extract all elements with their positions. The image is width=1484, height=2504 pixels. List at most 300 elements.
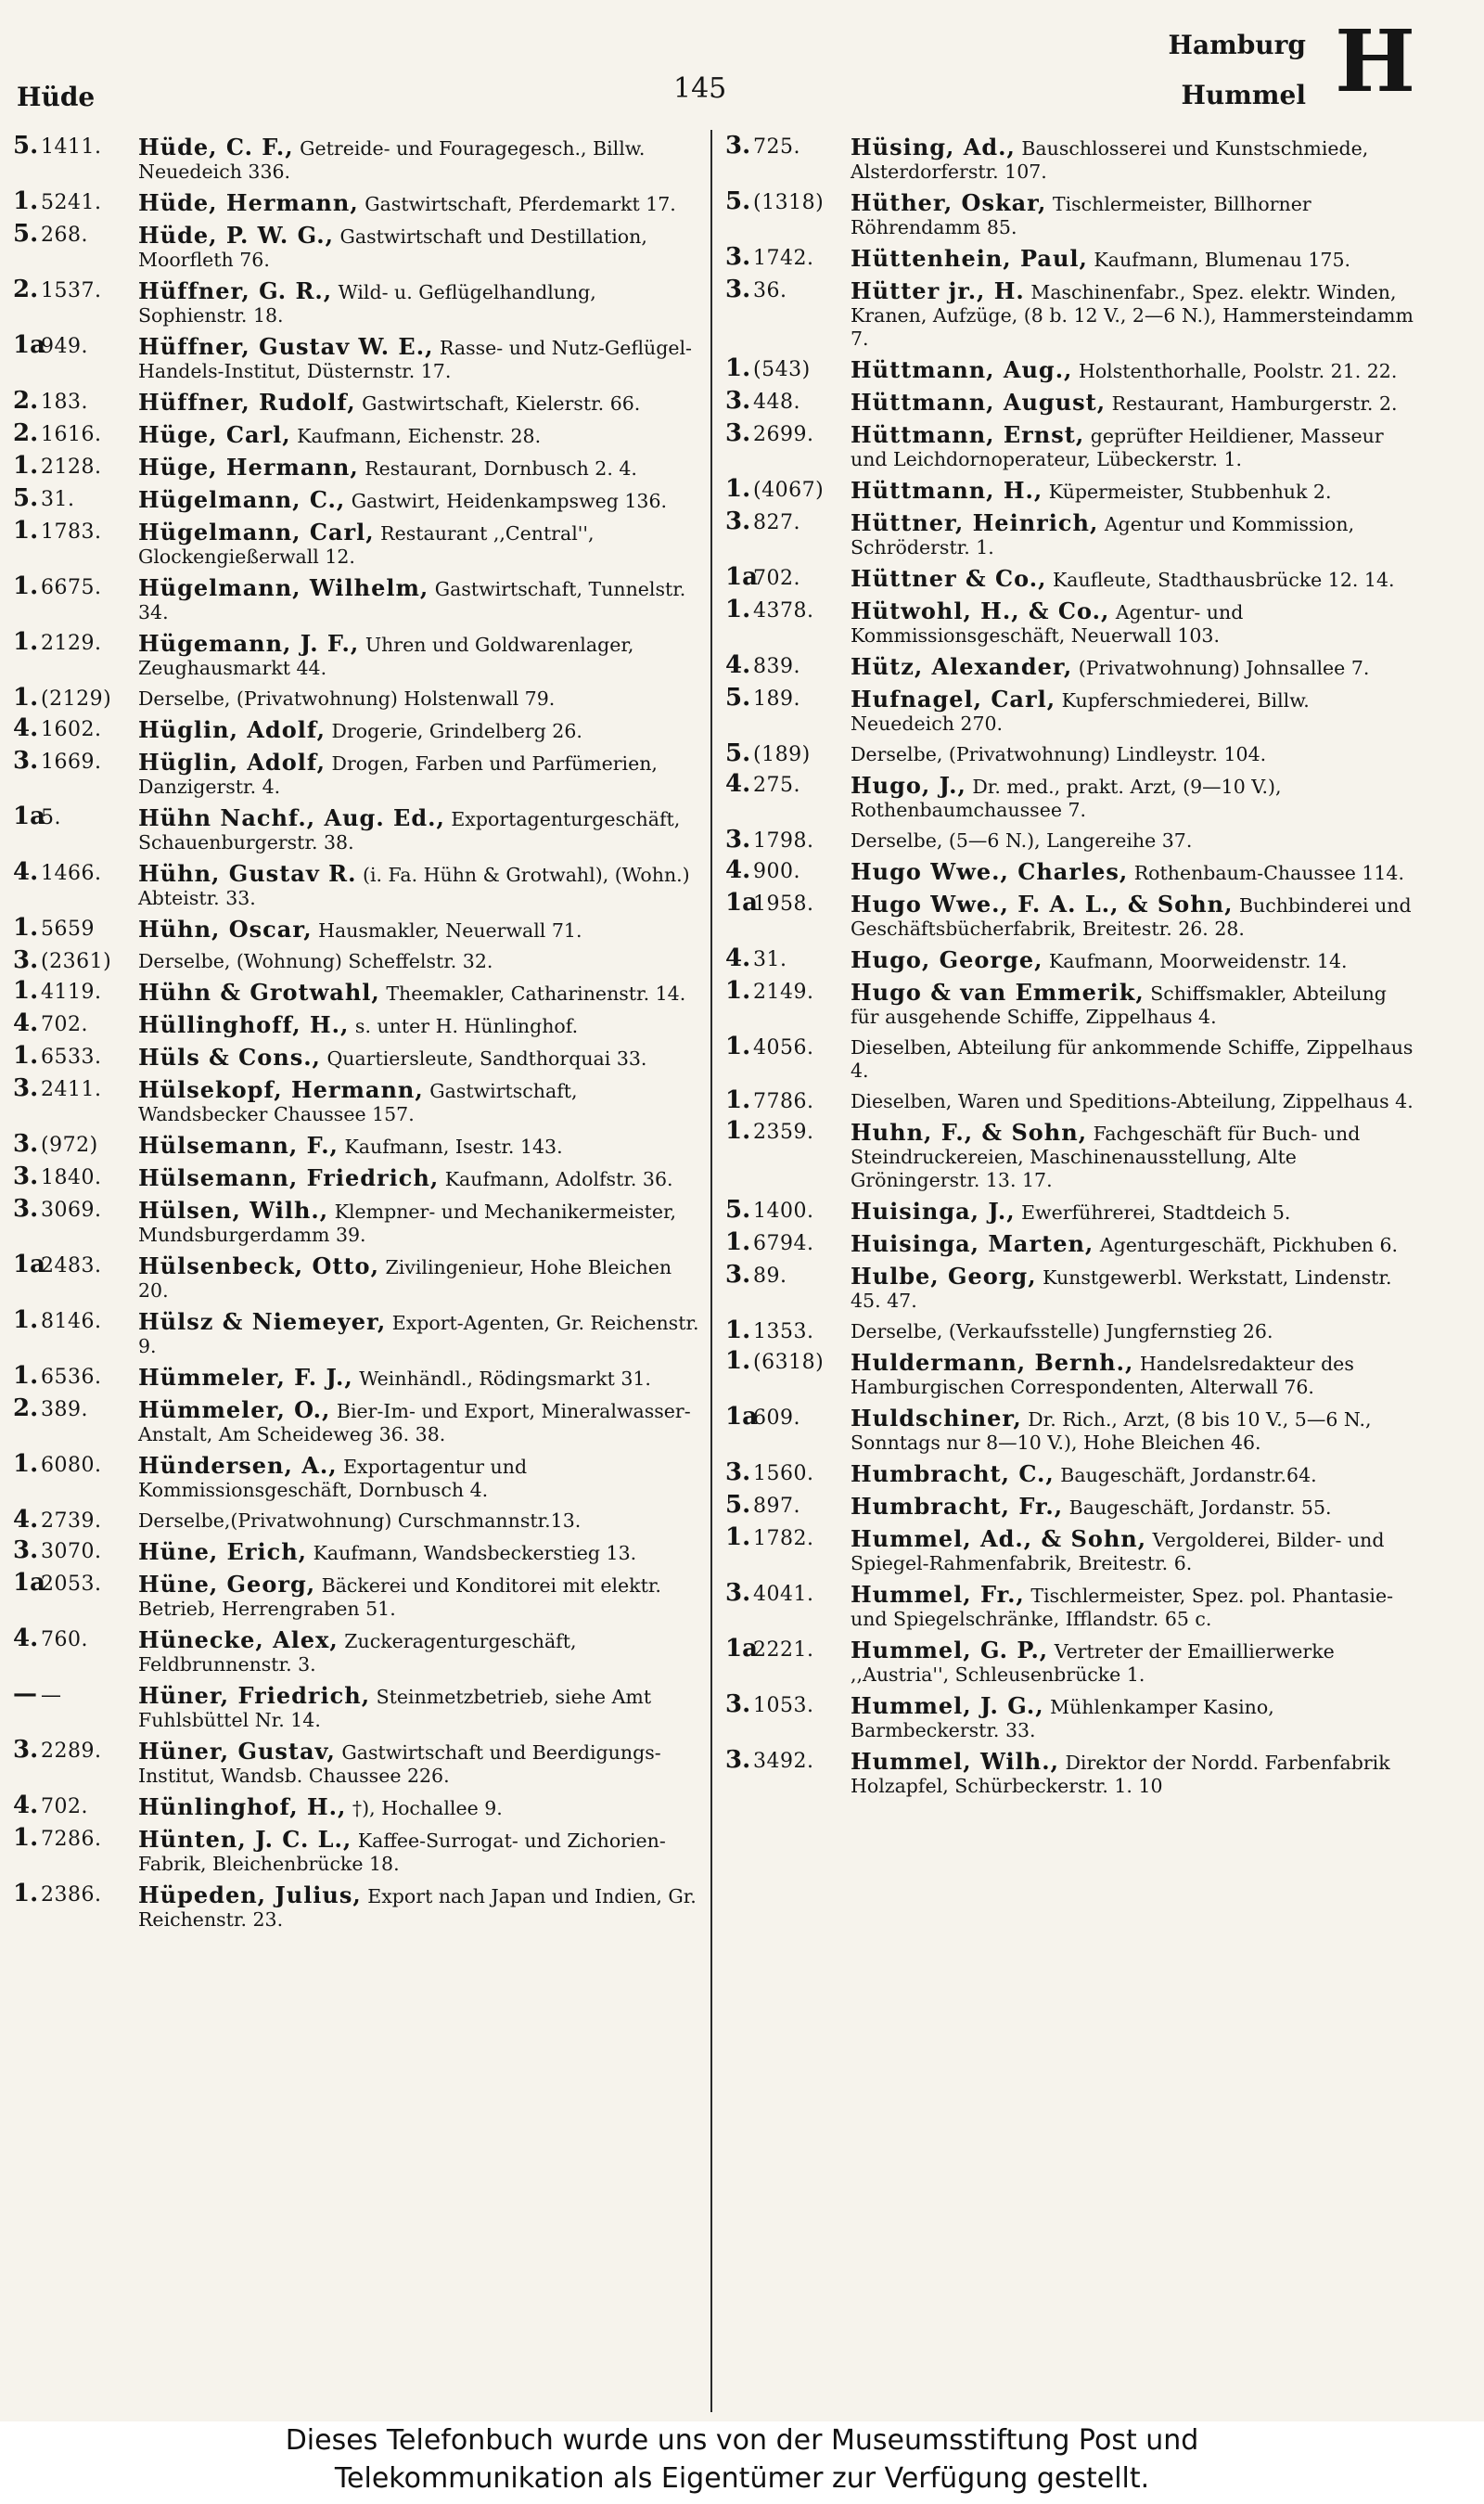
phone-code (13, 517, 138, 545)
phone-code (13, 1306, 138, 1334)
entry-description: Restaurant, Hamburgerstr. 2. (1111, 392, 1398, 415)
entry-name: Hüne, Erich, (138, 1538, 308, 1565)
phone-code (725, 243, 851, 271)
entry-name: Hünecke, Alex, (138, 1626, 339, 1653)
entry-name: Hüllinghoff, H., (138, 1011, 350, 1038)
exchange-zone: 1. (13, 1362, 39, 1390)
entry-description: Gastwirtschaft, Pferdemarkt 17. (365, 193, 676, 215)
exchange-zone: 1. (13, 452, 39, 480)
header-first-entry: Hüde (17, 82, 96, 112)
phone-code (13, 484, 138, 512)
phone-number: 1602. (41, 718, 102, 741)
phone-number: 1798. (753, 829, 814, 853)
directory-entry (725, 739, 1419, 767)
phone-code (13, 946, 138, 974)
phone-code (13, 858, 138, 886)
footer-notice (0, 2421, 1484, 2504)
exchange-zone: 3. (13, 747, 39, 775)
directory-entry (13, 1251, 707, 1303)
directory-entry (13, 452, 707, 481)
directory-entry (13, 1394, 707, 1446)
phone-number: 702. (41, 1795, 88, 1818)
phone-code (725, 828, 851, 853)
exchange-zone: 4. (13, 1624, 39, 1652)
phone-code (725, 1403, 851, 1431)
phone-number: 5. (41, 806, 61, 829)
phone-code (725, 977, 851, 1005)
entry-description: Derselbe, (Privatwohnung) Holstenwall 79. (138, 687, 556, 710)
phone-number: 89. (753, 1265, 787, 1288)
entry-name: Hugo, J., (851, 772, 966, 799)
phone-code (13, 1536, 138, 1564)
exchange-zone: 4. (13, 1791, 39, 1819)
phone-code (13, 1450, 138, 1478)
phone-code (13, 187, 138, 215)
phone-number: 3070. (41, 1540, 102, 1563)
phone-code (725, 1746, 851, 1774)
exchange-zone: 4. (13, 1009, 39, 1037)
directory-entry (725, 1347, 1419, 1399)
entry-name: Hüttmann, August, (851, 389, 1107, 416)
directory-entry (13, 1880, 707, 1932)
phone-number: 189. (753, 687, 800, 711)
exchange-zone: 3. (725, 1690, 751, 1718)
entry-description: Export-Agenten, Gr. Reichenstr. 9. (138, 1312, 699, 1357)
phone-code (725, 1690, 851, 1718)
phone-number: 1560. (753, 1462, 814, 1485)
phone-code (725, 1228, 851, 1256)
exchange-zone: 3. (13, 1536, 39, 1564)
phone-number: 448. (753, 391, 800, 414)
phone-number: 36. (753, 279, 787, 302)
phone-code (13, 1791, 138, 1819)
phone-code (725, 1491, 851, 1519)
phone-number: 6794. (753, 1232, 814, 1255)
phone-code (13, 1162, 138, 1190)
exchange-zone: 1. (725, 977, 751, 1005)
directory-entry (725, 1458, 1419, 1487)
exchange-zone: 4. (13, 858, 39, 886)
entry-description: Derselbe, (5—6 N.), Langereihe 37. (851, 829, 1193, 852)
phone-number: 5659 (41, 918, 95, 941)
entry-description: Gastwirtschaft und Beerdigungs-Institut, Wandsb. Chaussee 226. (138, 1741, 661, 1787)
phone-code (725, 1579, 851, 1607)
entry-description: s. unter H. Hünlinghof. (354, 1015, 579, 1037)
entry-description: Derselbe, (Privatwohnung) Lindleystr. 104. (851, 743, 1267, 765)
phone-number: 1783. (41, 520, 102, 544)
phone-code (13, 278, 138, 302)
header-city: Hamburg (1168, 30, 1306, 60)
entry-name: Hülsekopf, Hermann, (138, 1076, 424, 1103)
directory-entry (13, 1450, 707, 1502)
directory-entry (725, 354, 1419, 383)
exchange-zone: 2. (13, 276, 39, 303)
entry-name: Hütwohl, H., & Co., (851, 597, 1110, 624)
column-divider (710, 130, 712, 2412)
phone-number: 2129. (41, 632, 102, 655)
entry-description: Export nach Japan und Indien, Gr. Reichenstr. 23. (138, 1885, 697, 1931)
entry-description: Uhren und Goldwarenlager, Zeughausmarkt 44. (138, 634, 634, 679)
directory-entry (725, 1033, 1419, 1083)
exchange-zone: 1. (725, 1316, 751, 1344)
directory-entry (13, 714, 707, 743)
directory-entry (13, 1569, 707, 1621)
directory-entry (725, 1228, 1419, 1257)
directory-entry (725, 1579, 1419, 1631)
right-column (725, 132, 1419, 1805)
phone-code (13, 977, 138, 1005)
exchange-zone: 1. (725, 1117, 751, 1145)
exchange-zone: 5. (13, 220, 39, 248)
exchange-zone: 1. (725, 475, 751, 503)
exchange-zone: 3. (725, 1746, 751, 1774)
directory-entry (13, 977, 707, 1006)
entry-description: Rothenbaum-Chaussee 114. (1133, 862, 1404, 884)
entry-name: Hümmeler, F. J., (138, 1364, 353, 1391)
entry-name: Hüglin, Adolf, (138, 749, 326, 776)
directory-entry (13, 387, 707, 416)
phone-number: 2053. (41, 1573, 102, 1596)
entry-description: Direktor der Nordd. Farbenfabrik Holzapfel, Schürbeckerstr. 1. 10 (851, 1752, 1390, 1797)
phone-number: 4378. (753, 599, 814, 623)
directory-entry (13, 628, 707, 680)
phone-code (13, 419, 138, 447)
phone-number: 609. (753, 1406, 800, 1430)
entry-description: Kaufmann, Isestr. 143. (344, 1136, 563, 1158)
exchange-zone: 1a (725, 563, 758, 591)
entry-name: Hühn, Gustav R. (138, 860, 357, 887)
entry-name: Hufnagel, Carl, (851, 686, 1056, 713)
entry-name: Hugo Wwe., Charles, (851, 858, 1129, 885)
entry-description: Fachgeschäft für Buch- und Steindruckereien, Maschinenausstellung, Alte Gröningerstr. 13. 17. (851, 1123, 1361, 1191)
entry-name: Hüttmann, Ernst, (851, 421, 1085, 448)
phone-number: 7286. (41, 1828, 102, 1851)
phone-number: 1053. (753, 1694, 814, 1717)
phone-number: 31. (753, 948, 787, 971)
phone-code (13, 714, 138, 742)
exchange-zone: 3. (725, 419, 751, 447)
directory-entry (13, 1362, 707, 1391)
exchange-zone: 2. (13, 387, 39, 415)
entry-description: Mühlenkamper Kasino, Barmbeckerstr. 33. (851, 1696, 1274, 1741)
exchange-zone: 2. (13, 1394, 39, 1422)
phone-number: 1669. (41, 751, 102, 774)
directory-entry (13, 1736, 707, 1788)
phone-code (13, 1680, 138, 1708)
directory-entry (13, 1680, 707, 1732)
phone-number: 2386. (41, 1883, 102, 1907)
phone-number: (4067) (753, 479, 825, 502)
entry-name: Hügelmann, C., (138, 486, 346, 513)
phone-code (13, 628, 138, 656)
phone-number: 2149. (753, 981, 814, 1004)
phone-code (725, 1035, 851, 1059)
phone-number: 2359. (753, 1121, 814, 1144)
phone-code (13, 747, 138, 775)
entry-name: Hüther, Oskar, (851, 189, 1047, 216)
directory-entry (725, 1261, 1419, 1313)
phone-number: (1318) (753, 191, 825, 214)
entry-description: Dieselben, Abteilung für ankommende Schiffe, Zippelhaus 4. (851, 1036, 1414, 1082)
phone-code (13, 1195, 138, 1223)
directory-entry (725, 1523, 1419, 1575)
directory-entry (725, 770, 1419, 822)
exchange-zone: 3. (725, 132, 751, 160)
exchange-zone: 3. (13, 1162, 39, 1190)
entry-description: Steinmetzbetrieb, siehe Amt Fuhlsbüttel Nr. 14. (138, 1686, 652, 1731)
entry-description: Dr. med., prakt. Arzt, (9—10 V.), Rothenbaumchaussee 7. (851, 776, 1282, 821)
entry-description: Derselbe, (Verkaufsstelle) Jungfernstieg 26. (851, 1320, 1273, 1342)
phone-number: 6675. (41, 576, 102, 599)
exchange-zone: 1. (13, 1824, 39, 1852)
entry-description: Restaurant, Dornbusch 2. 4. (365, 457, 637, 480)
entry-description: Getreide- und Fouragegesch., Billw. Neuedeich 336. (138, 137, 646, 183)
directory-entry (725, 684, 1419, 736)
entry-description: Maschinenfabr., Spez. elektr. Winden, Kranen, Aufzüge, (8 b. 12 V., 2—6 N.), Hammersteindamm 7. (851, 281, 1414, 350)
exchange-zone: 3. (13, 1074, 39, 1102)
exchange-zone: 1a (13, 331, 45, 359)
exchange-zone: 3. (725, 1261, 751, 1289)
phone-code (13, 1882, 138, 1907)
phone-code (13, 1130, 138, 1158)
directory-entry (725, 475, 1419, 504)
exchange-zone: 1. (13, 572, 39, 600)
phone-code (13, 220, 138, 248)
directory-entry (13, 1536, 707, 1565)
entry-name: Hühn, Oscar, (138, 916, 313, 943)
directory-entry (13, 276, 707, 327)
phone-number: 760. (41, 1628, 88, 1651)
exchange-zone: 3. (725, 1458, 751, 1486)
entry-description: Handelsredakteur des Hamburgischen Correspondenten, Alterwall 76. (851, 1353, 1354, 1398)
directory-entry (13, 1195, 707, 1247)
directory-entry (725, 419, 1419, 471)
phone-number: 4056. (753, 1036, 814, 1059)
directory-entry (13, 132, 707, 184)
entry-name: Hümmeler, O., (138, 1396, 331, 1423)
phone-number: 3069. (41, 1199, 102, 1222)
entry-description: Agentur und Kommission, Schröderstr. 1. (851, 513, 1355, 559)
directory-entry (13, 1824, 707, 1876)
directory-entry (13, 220, 707, 272)
entry-description: (i. Fa. Hühn & Grotwahl), (Wohn.) Abteistr. 33. (138, 864, 690, 909)
phone-code (13, 572, 138, 600)
entry-description: Vertreter der Emaillierwerke ,,Austria'', Schleusenbrücke 1. (851, 1640, 1335, 1686)
directory-entry (725, 387, 1419, 416)
entry-name: Hühn Nachf., Aug. Ed., (138, 804, 445, 831)
phone-code (13, 805, 138, 829)
directory-entry (13, 1074, 707, 1126)
phone-number: 900. (753, 860, 800, 883)
exchange-zone: 1. (13, 1880, 39, 1907)
exchange-zone: 3. (725, 387, 751, 415)
directory-entry (13, 1506, 707, 1534)
phone-code (725, 354, 851, 382)
directory-entry (13, 1306, 707, 1358)
entry-name: Hummel, Wilh., (851, 1748, 1059, 1775)
phone-number: 3492. (753, 1750, 814, 1773)
phone-number: 702. (753, 567, 800, 590)
entry-name: Hüffner, Gustav W. E., (138, 333, 434, 360)
exchange-zone: 5. (725, 684, 751, 712)
entry-description: Drogen, Farben und Parfümerien, Danzigerstr. 4. (138, 752, 658, 798)
phone-number: 8146. (41, 1310, 102, 1333)
exchange-zone: 3. (725, 1579, 751, 1607)
entry-description: Dr. Rich., Arzt, (8 bis 10 V., 5—6 N., Sonntags nur 8—10 V.), Hohe Bleichen 46. (851, 1408, 1372, 1454)
entry-name: Hütter jr., H. (851, 277, 1025, 304)
entry-description: Schiffsmakler, Abteilung für ausgehende Schiffe, Zippelhaus 4. (851, 982, 1387, 1028)
phone-number: 7786. (753, 1090, 814, 1113)
entry-description: Exportagentur und Kommissionsgeschäft, Dornbusch 4. (138, 1456, 528, 1501)
directory-entry (13, 747, 707, 799)
entry-name: Hugo & van Emmerik, (851, 979, 1145, 1006)
entry-description: Gastwirtschaft, Kielerstr. 66. (362, 392, 641, 415)
exchange-zone: 1. (725, 1523, 751, 1551)
phone-number: 268. (41, 224, 88, 247)
entry-description: Buchbinderei und Geschäftsbücherfabrik, Breitestr. 26. 28. (851, 894, 1412, 940)
entry-name: Hüttmann, H., (851, 477, 1043, 504)
phone-code (13, 1394, 138, 1422)
entry-name: Hüsing, Ad., (851, 134, 1016, 161)
phone-number: 1840. (41, 1166, 102, 1189)
phone-number: 5241. (41, 191, 102, 214)
entry-description: Bier-Im- und Export, Mineralwasser-Anstalt, Am Scheideweg 36. 38. (138, 1400, 691, 1445)
entry-name: Hülsenbeck, Otto, (138, 1252, 379, 1279)
entry-name: Huldschiner, (851, 1405, 1022, 1432)
entry-name: Hülsen, Wilh., (138, 1197, 329, 1224)
entry-description: Gastwirt, Heidenkampsweg 136. (351, 490, 668, 512)
directory-entry (13, 187, 707, 216)
entry-name: Hugo, George, (851, 946, 1043, 973)
directory-entry (13, 1791, 707, 1820)
directory-entry (725, 507, 1419, 559)
phone-number: 949. (41, 335, 88, 358)
entry-name: Huisinga, Marten, (851, 1230, 1094, 1257)
entry-description: Gastwirtschaft, Wandsbecker Chaussee 157. (138, 1080, 578, 1125)
phone-code (725, 889, 851, 917)
entry-description: Dieselben, Waren und Speditions-Abteilung, Zippelhaus 4. (851, 1090, 1414, 1112)
exchange-zone: 1a (13, 1251, 45, 1278)
entry-name: Humbracht, C., (851, 1460, 1055, 1487)
phone-code (725, 1086, 851, 1114)
directory-entry (725, 889, 1419, 941)
exchange-zone: 1. (13, 684, 39, 712)
entry-description: Kupferschmiederei, Billw. Neuedeich 270. (851, 689, 1310, 735)
directory-entry (725, 856, 1419, 885)
directory-entry (13, 1162, 707, 1191)
entry-name: Hüpeden, Julius, (138, 1881, 362, 1908)
phone-code (725, 278, 851, 302)
directory-entry (13, 946, 707, 974)
entry-name: Hüde, P. W. G., (138, 222, 334, 249)
exchange-zone: 1. (725, 1033, 751, 1060)
phone-number: (2361) (41, 950, 112, 973)
entry-name: Hüne, Georg, (138, 1571, 316, 1598)
phone-code (725, 739, 851, 767)
phone-code (725, 1117, 851, 1145)
exchange-zone: 1. (725, 596, 751, 623)
phone-number: 702. (41, 1013, 88, 1036)
entry-name: Hüner, Gustav, (138, 1738, 336, 1765)
exchange-zone: 1. (725, 1347, 751, 1375)
phone-code (13, 1736, 138, 1764)
directory-entry (13, 419, 707, 448)
entry-description: Zuckeragenturgeschäft, Feldbrunnenstr. 3. (138, 1630, 577, 1676)
phone-number: 725. (753, 135, 800, 159)
entry-name: Hügelmann, Carl, (138, 519, 375, 546)
entry-name: Hüge, Hermann, (138, 454, 359, 481)
directory-entry (725, 1491, 1419, 1520)
phone-code (725, 651, 851, 679)
entry-name: Humbracht, Fr., (851, 1493, 1064, 1520)
exchange-zone: 1. (725, 1086, 751, 1114)
exchange-zone: 4. (725, 944, 751, 972)
phone-number: 1958. (753, 892, 814, 916)
exchange-zone: 2. (13, 419, 39, 447)
directory-entry (13, 684, 707, 712)
phone-code (13, 914, 138, 942)
directory-entry (13, 803, 707, 854)
phone-code (725, 563, 851, 591)
entry-name: Hüttmann, Aug., (851, 356, 1073, 383)
exchange-zone: 3. (725, 276, 751, 303)
exchange-zone: 1. (13, 628, 39, 656)
entry-description: Kaufmann, Blumenau 175. (1094, 249, 1351, 271)
phone-number: 1400. (753, 1200, 814, 1223)
footer-line-1: Dieses Telefonbuch wurde uns von der Museumsstiftung Post und (285, 2424, 1199, 2457)
entry-name: Hüls & Cons., (138, 1044, 321, 1071)
entry-name: Hugo Wwe., F. A. L., & Sohn, (851, 891, 1234, 918)
entry-description: Bauschlosserei und Kunstschmiede, Alsterdorferstr. 107. (851, 137, 1369, 183)
directory-entry (725, 1403, 1419, 1455)
exchange-zone: 5. (725, 187, 751, 215)
entry-description: Kaufmann, Adolfstr. 36. (444, 1168, 673, 1190)
directory-entry (725, 1635, 1419, 1687)
exchange-zone: 5. (13, 132, 39, 160)
phone-code (13, 452, 138, 480)
phone-number: (972) (41, 1134, 98, 1157)
phone-number: 2411. (41, 1078, 102, 1101)
phone-code (725, 1523, 851, 1551)
entry-name: Huldermann, Bernh., (851, 1349, 1134, 1376)
directory-entry (725, 132, 1419, 184)
phone-number: 839. (753, 655, 800, 678)
phone-number: 183. (41, 391, 88, 414)
entry-description: geprüfter Heildiener, Masseur und Leichdornoperateur, Lübeckerstr. 1. (851, 425, 1384, 470)
entry-name: Hüglin, Adolf, (138, 716, 326, 743)
phone-code (13, 1569, 138, 1597)
entry-name: Hügelmann, Wilhelm, (138, 574, 429, 601)
phone-code (13, 1009, 138, 1037)
entry-description: Kaufmann, Wandsbeckerstieg 13. (313, 1542, 637, 1564)
directory-entry (13, 1042, 707, 1071)
directory-entry (13, 1009, 707, 1038)
header-range (1169, 20, 1307, 121)
directory-entry (13, 914, 707, 943)
phone-code (725, 132, 851, 160)
phone-number: 6533. (41, 1046, 102, 1069)
entry-description: Derselbe, (Wohnung) Scheffelstr. 32. (138, 950, 493, 972)
phone-number: 1616. (41, 423, 102, 446)
entry-description: Vergolderei, Bilder- und Spiegel-Rahmenfabrik, Breitestr. 6. (851, 1529, 1385, 1574)
entry-name: Hüttenhein, Paul, (851, 245, 1088, 272)
phone-code (725, 944, 851, 972)
phone-code (725, 475, 851, 503)
exchange-zone: 5. (13, 484, 39, 512)
entry-description: Gastwirtschaft und Destillation, Moorfleth 76. (138, 225, 647, 271)
directory-entry (725, 944, 1419, 973)
phone-code (13, 132, 138, 160)
